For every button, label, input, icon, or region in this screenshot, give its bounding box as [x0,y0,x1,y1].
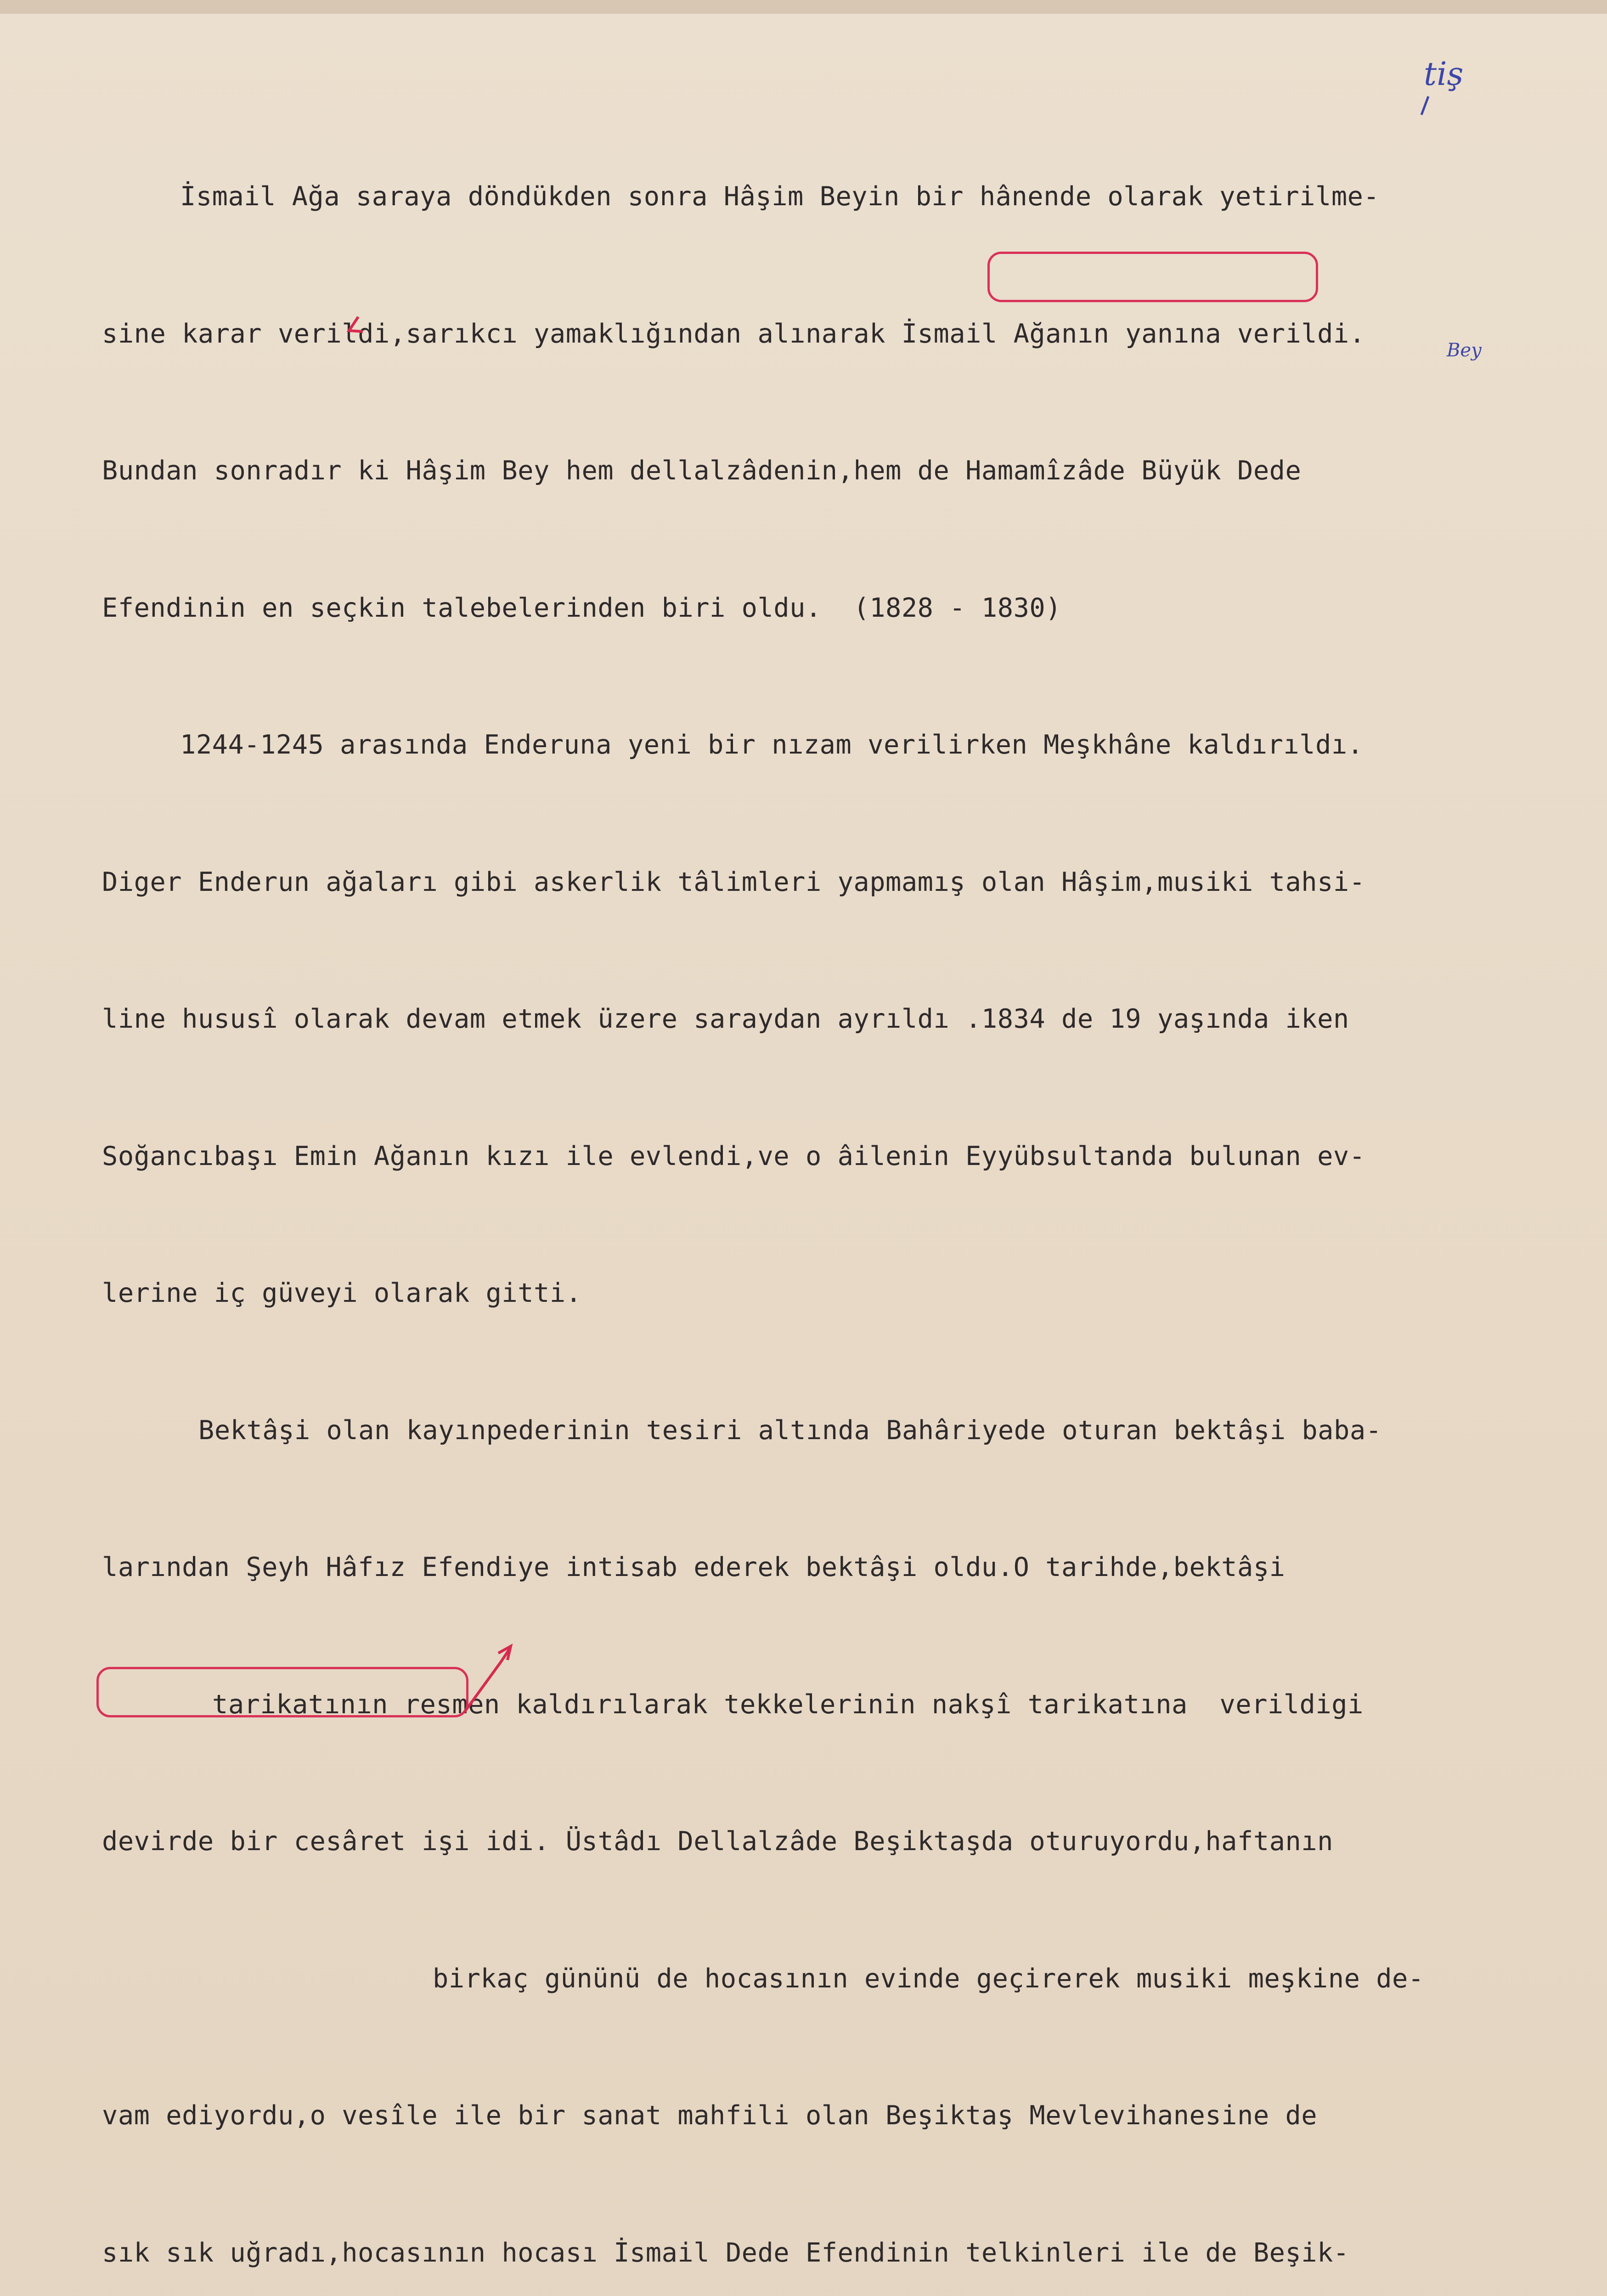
margin-handwritten-note: tiş [1424,55,1464,93]
red-ink-box-years [987,252,1318,302]
text-line: sine karar verildi,sarıkcı yamaklığından alınarak İsmail Ağanın yanına verildi. [102,318,1365,349]
interlinear-handwritten-note: Bey [1447,340,1482,361]
text-line: Diger Enderun ağaları gibi askerlik tâlimleri yapmamış olan Hâşim,musiki tahsi- [102,867,1365,897]
text-line: Efendinin en seçkin talebelerinden biri oldu. (1828 - 1830) [102,592,1062,623]
page-top-edge [0,0,1607,14]
text-line: 1244-1245 arasında Enderuna yeni bir nızam verilirken Meşkhâne kaldırıldı. [180,730,1364,760]
text-line: Bundan sonradır ki Hâşim Bey hem dellalzâdenin,hem de Hamamîzâde Büyük Dede [102,456,1302,486]
text-line: larından Şeyh Hâfız Efendiye intisab ederek bektâşi oldu.O tarihde,bektâşi [102,1552,1286,1582]
text-line: sık sık uğradı,hocasının hocası İsmail Dede Efendinin telkinleri ile de Beşik- [102,2237,1349,2268]
text-line: vam ediyordu,o vesîle ile bir sanat mahfili olan Beşiktaş Mevlevihanesine de [102,2100,1318,2131]
text-line: birkaç gününü de hocasının evinde geçirerek musiki meşkine de- [433,1963,1424,1994]
text-line: Soğancıbaşı Emin Ağanın kızı ile evlendi,ve o âilenin Eyyübsultanda bulunan ev- [102,1141,1365,1171]
typed-text-body [102,83,1562,2296]
text-line: devirde bir cesâret işi idi. Üstâdı Dellalzâde Beşiktaşda oturuyordu,haftanın [102,1826,1333,1857]
text-line: tarikatının resmen kaldırılarak tekkelerinin nakşî tarikatına verildigi [212,1689,1364,1720]
text-line: lerine iç güveyi olarak gitti. [102,1278,582,1308]
text-line: İsmail Ağa saraya döndükden sonra Hâşim Beyin bir hânende olarak yetirilme- [180,181,1380,212]
text-line: line hususî olarak devam etmek üzere saraydan ayrıldı .1834 de 19 yaşında iken [102,1004,1349,1034]
text-line: Bektâşi olan kayınpederinin tesiri altında Bahâriyede oturan bektâşi baba- [198,1415,1382,1446]
red-ink-box-age [96,1667,468,1717]
